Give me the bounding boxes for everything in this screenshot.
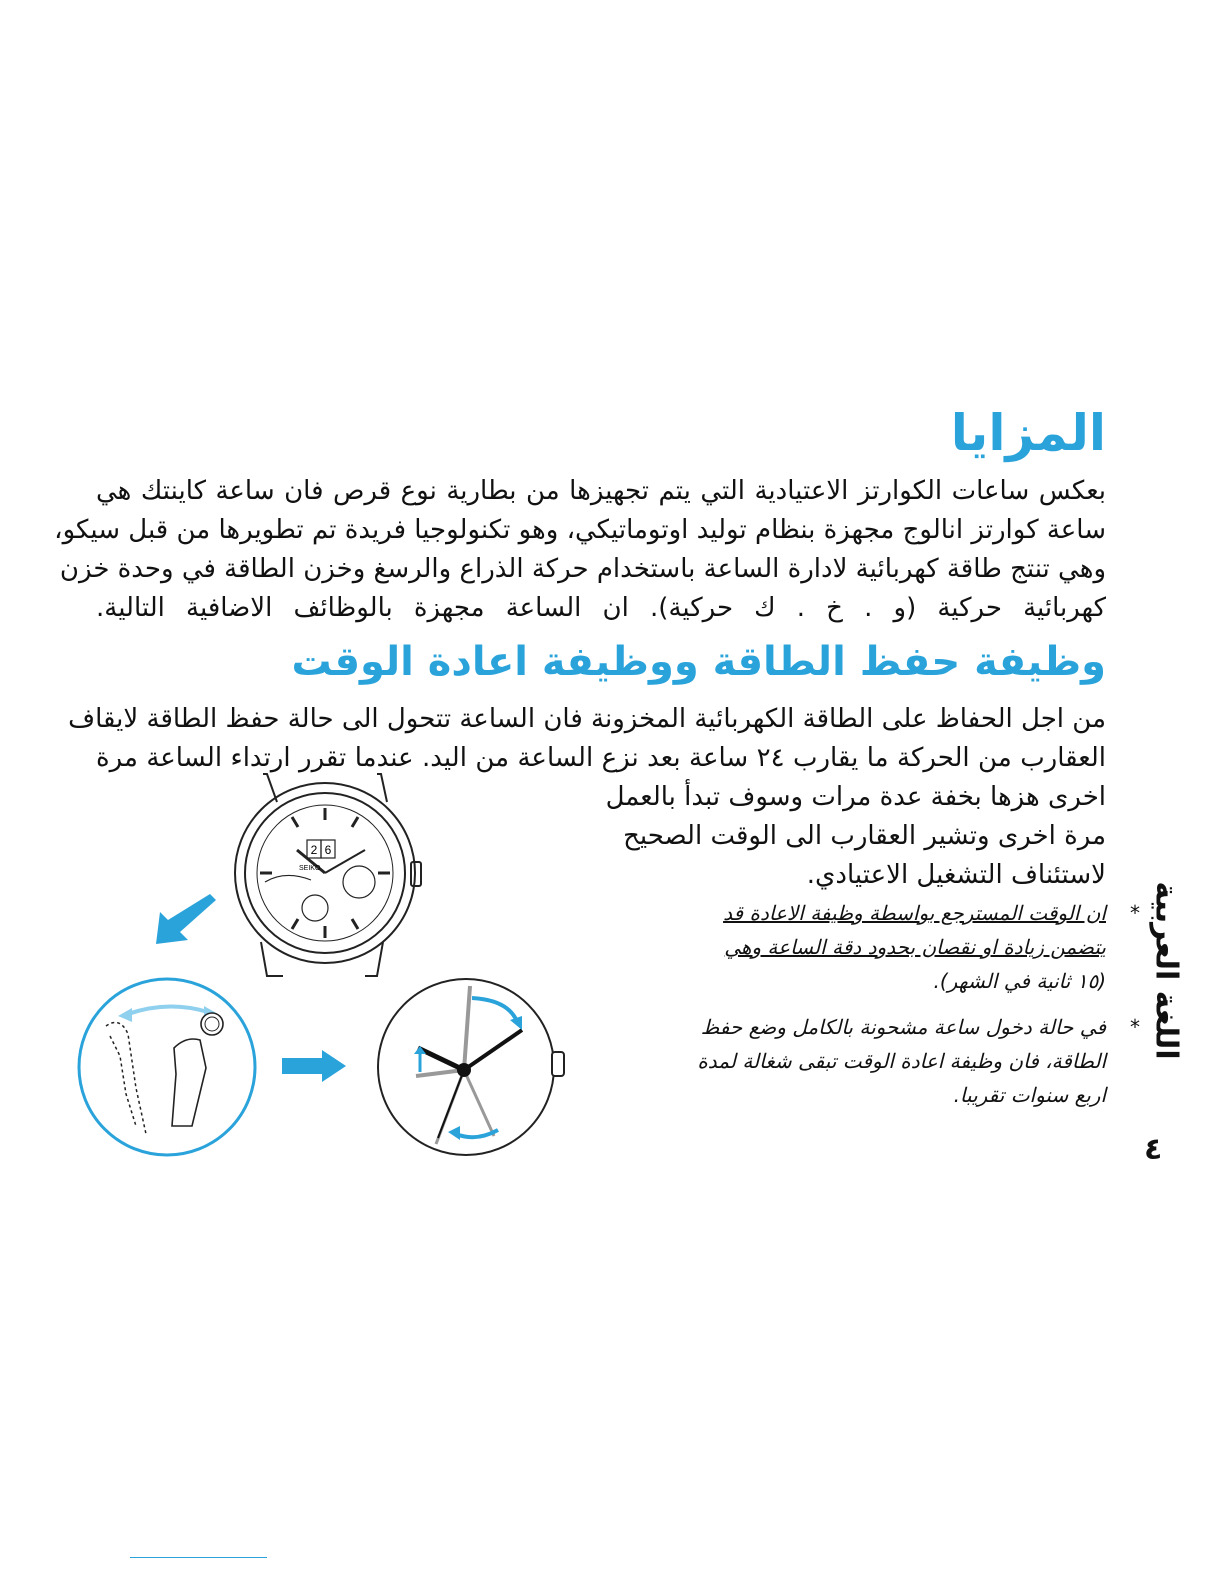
intro-paragraph <box>54 472 1106 628</box>
language-label: اللغة العربية <box>1148 880 1184 1060</box>
power-reserve-arc <box>265 875 311 882</box>
intro-line: ساعة كوارتز انالوج مجهزة بنظام توليد اوتوماتيكي، وهو تكنولوجيا فريدة تم تطويرها من قبل سيكو، <box>54 515 1106 545</box>
date-digit-2: 6 <box>324 843 332 857</box>
power-save-paragraph <box>68 700 1106 778</box>
subdial-right <box>343 866 375 898</box>
lug-bottom-right <box>365 942 383 976</box>
power-save-line: مرة اخرى وتشير العقارب الى الوقت الصحيح <box>623 821 1106 851</box>
note-accuracy <box>646 896 1140 998</box>
watch-illustration <box>225 770 425 980</box>
note-bullet: * <box>1130 1015 1140 1039</box>
date-digit-1: 2 <box>310 843 318 857</box>
crown <box>411 862 421 886</box>
crown <box>552 1052 564 1076</box>
hand-pivot <box>457 1063 471 1077</box>
arrow-right-icon <box>282 1050 346 1082</box>
right-arrow <box>282 1050 346 1082</box>
features-heading: المزايا <box>950 404 1106 462</box>
power-save-line: اخرى هزها بخفة عدة مرات وسوف تبدأ بالعمل <box>605 782 1106 812</box>
intro-line: وهي تنتج طاقة كهربائية لادارة الساعة باستخدام حركة الذراع والرسغ وخزن الطاقة في وحدة خزن <box>59 554 1106 584</box>
power-save-line: العقارب من الحركة ما يقارب ٢٤ ساعة بعد نزع الساعة من اليد. عندما تقرر ارتداء الساعة مرة <box>96 743 1106 773</box>
diagonal-arrow <box>150 888 220 948</box>
note-line: الطاقة، فان وظيفة اعادة الوقت تبقى شغالة لمدة <box>697 1049 1106 1073</box>
hands-return-illustration <box>376 976 576 1158</box>
footer-rule <box>130 1557 267 1558</box>
intro-line: كهربائية حركية (و . خ . ك حركية). ان الساعة مجهزة بالوظائف الاضافية التالية. <box>96 593 1106 623</box>
lug-top-right <box>377 774 387 802</box>
power-save-paragraph-continued <box>605 778 1106 895</box>
brand-logo-text: SEIKO <box>299 865 321 872</box>
power-save-line: من اجل الحفاظ على الطاقة الكهربائية المخزونة فان الساعة تتحول الى حالة حفظ الطاقة لايقاف <box>68 704 1106 734</box>
arrow-down-left-icon <box>156 894 216 944</box>
note-line: اربع سنوات تقريبا. <box>953 1083 1106 1107</box>
wrist-watch <box>201 1013 223 1035</box>
note-line: ان الوقت المسترجع بواسطة وظيفة الاعادة قد <box>723 901 1106 925</box>
power-save-line: لاستئناف التشغيل الاعتيادي. <box>806 860 1106 890</box>
note-line: في حالة دخول ساعة مشحونة بالكامل وضع حفظ <box>700 1015 1106 1039</box>
subdial-bottom <box>302 895 328 921</box>
language-side-tab <box>1136 880 1196 1060</box>
note-line: (١٥ ثانية في الشهر). <box>933 969 1106 993</box>
note-bullet: * <box>1130 901 1140 925</box>
note-line: يتضمن زيادة او نقصان بحدود دقة الساعة وهي <box>724 935 1106 959</box>
lug-bottom-left <box>261 942 283 976</box>
page-number: ٤ <box>1144 1132 1163 1167</box>
power-save-heading: وظيفة حفظ الطاقة ووظيفة اعادة الوقت <box>291 639 1106 685</box>
intro-line: بعكس ساعات الكوارتز الاعتيادية التي يتم تجهيزها من بطارية نوع قرص فان ساعة كاينتك هي <box>96 476 1106 506</box>
note-power-save-duration <box>646 1010 1140 1112</box>
shake-illustration <box>76 976 258 1158</box>
